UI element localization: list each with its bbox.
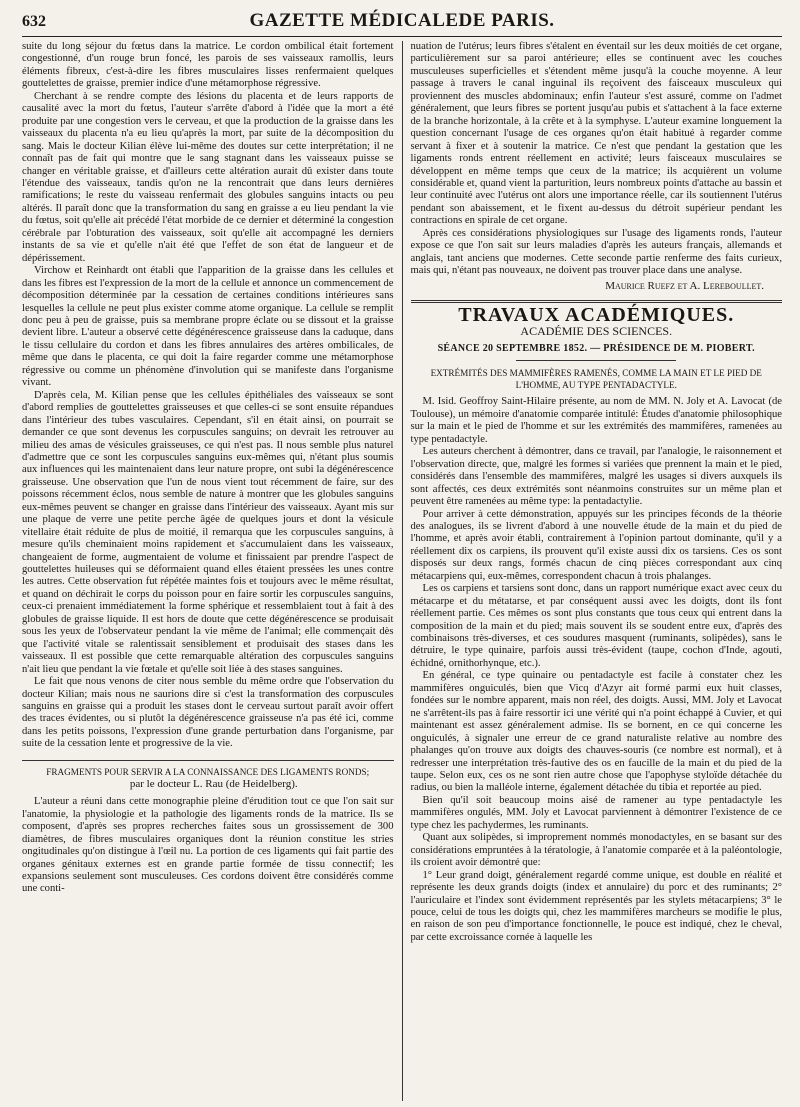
article-title: FRAGMENTS POUR SERVIR A LA CONNAISSANCE DES LIGAMENTS RONDS; <box>46 766 370 777</box>
section-title: TRAVAUX ACADÉMIQUES. <box>458 304 735 327</box>
article-title: EXTRÉMITÉS DES MAMMIFÈRES RAMENÉS, COMME LA MAIN ET LE PIED DE L'HOMME, AU TYPE PENTADACTYLE. <box>430 368 762 391</box>
divider <box>516 360 676 361</box>
paragraph: Quant aux solipèdes, si improprement nommés monodactyles, en se basant sur des considérations empruntées à la tératologie, à l'anatomie comparée et à la paléontologie, ils croient avoir démontré que: <box>410 832 782 869</box>
paragraph: D'après cela, M. Kilian pense que les cellules épithéliales des vaisseaux se sont d'abord remplies de gouttelettes graisseuses et que celles-ci se sont ensuite répandues dans l'intérieur des tubes vasculaires. Cependant, s'il en était ainsi, on pourrait se demander ce que sont devenus les corpuscules sanguins; on devrait les retrouver au milieu des amas de vésicules graisseuses, ce qui n'est pas. Il nous semble plus naturel d'admettre que ce sont les corpuscules sanguins eux-mêmes qui, n'étant plus soumis aux influences qui les maintenaient dans leur nature propre, ont subi la dégénérescence graisseuse. Une observation que l'un de nous vient tout récemment de faire, sur des poissons récemment éclos, nous semble de nature à montrer que les globules sanguins eux-mêmes peuvent se changer en graisse dans l'intérieur des vaisseaux. Ayant mis sur une plaque de verre une petite perche âgée de quelques jours et dont la vésicule vitellaire était réduite de plus de moitié, il remarqua que les corpuscules sanguins, à mesure qu'ils cheminaient moins rapidement et s'accumulaient dans les vaisseaux, changeaient de forme, augmentaient de volume et finissaient par prendre l'aspect de gouttelettes huileuses qui se déformaient quand elles étaient pressées les unes contre les autres. Cette observation fut répétée maintes fois et toujours avec le même résultat, et quand on déchirait le corps du poisson pour en faire sortir les corpuscules sanguins, ceux-ci prenaient immédiatement la forme sphérique et ressemblaient tout à fait à des globules de graisse liquide. Il est hors de doute que cette dégénérescence se produisait sous les yeux de l'observateur pendant la vie même de l'animal; elle commençait dès que l'activité vitale se ralentissait sensiblement et produisait des stases dans les vaisseaux. Il est possible que cette remarquable altération des corpuscules sanguins n'ait lieu que pendant la vie fœtale et qu'elle soit liée à des stases sanguines. <box>22 389 394 675</box>
article-author: par le docteur L. Rau (de Heidelberg). <box>129 777 298 790</box>
seance-line: SÉANCE 20 SEPTEMBRE 1852. — PRÉSIDENCE DE M. PIOBERT. <box>437 342 755 354</box>
divider <box>22 760 394 761</box>
page-number: 632 <box>22 13 46 30</box>
paragraph: 1° Leur grand doigt, généralement regardé comme unique, est double en réalité et représente les deux grands doigts (index et annulaire) du porc et des ruminants; 2° l'auriculaire et l'index sont évidemment représentés par les stylets métacarpiens; 3° le pouce, celui de tous les doigts qui, chez les mammifères marcheurs se modifie le plus, en raison de son peu d'importance fonctionnelle, le pouce est indiqué, chez le cheval, par cette excroissance cornée à laquelle les <box>410 869 782 943</box>
paragraph: Après ces considérations physiologiques sur l'usage des ligaments ronds, l'auteur expose ce que l'on sait sur leurs maladies d'après les auteurs français, allemands et anglais, tant anciens que modernes. Cette seconde partie renferme des faits curieux, mais qui, n'étant pas nouveaux, ne doivent pas trouver place dans une analyse. <box>410 227 782 277</box>
paragraph: Bien qu'il soit beaucoup moins aisé de ramener au type pentadactyle les mammifères ongulés, MM. Joly et Lavocat parviennent à démontrer l'existence de ce type chez les pachydermes, les ruminants. <box>410 794 782 831</box>
paragraph: Les auteurs cherchent à démontrer, dans ce travail, par l'analogie, le raisonnement et l'observation directe, que, malgré les formes si variées que prennent la main et le pied, considérés dans l'ensemble des mammifères, malgré les usages si divers auxquels ils sont affectés, ces deux extrémités sont néanmoins construites sur un même plan et peuvent être ramenées au même type: la pentadactylie. <box>410 446 782 508</box>
columns <box>22 41 782 1101</box>
paragraph: M. Isid. Geoffroy Saint-Hilaire présente, au nom de MM. N. Joly et A. Lavocat (de Toulouse), un mémoire d'anatomie comparée intitulé: Études d'anatomie philosophique sur la main et le pied de l'homme et sur les extrémités des mammifères, ramenées au type pentadactyle. <box>410 396 782 445</box>
left-column <box>22 41 402 1101</box>
paragraph: En général, ce type quinaire ou pentadactyle est facile à constater chez les mammifères onguiculés, bien que Vicq d'Azyr ait formé parmi eux huit classes, fondées sur le nombre apparent, mais non réel, des doigts. Aussi, MM. Joly et Lavocat ne s'arrêtent-ils pas à faire ressortir ici une vérité qui n'a point échappé à Cuvier, et qui maintenant est assez généralement admise. Ils se bornent, en ce qui concerne les onguiculés, à signaler une erreur de ce grand naturaliste relative au nombre des phalanges qu'on trouve aux doigts des chauves-souris (ce nombre est normal), et à redresser une interprétation très-fautive des os en faucille de la main et du pied de la taupe. Selon eux, ces os ne sont rien autre chose que l'apophyse styloïde détachée du radius, ou bien la malléole interne, également détachée du tibia et reportée au pied. <box>410 670 782 794</box>
paragraph: Le fait que nous venons de citer nous semble du même ordre que l'observation du docteur Kilian; mais nous ne saurions dire si c'est la transformation des corpuscules sanguins en graisse qui a produit les stases dont le cerveau surtout paraît avoir offert des traces évidentes, ou si plutôt la dégénérescence graisseuse n'a pas été ici, comme dans les petits poissons, l'expression d'une grande perturbation dans l'organisme, par suite de la cessation lente et progressive de la vie. <box>22 676 394 750</box>
paragraph: L'auteur a réuni dans cette monographie pleine d'érudition tout ce que l'on sait sur l'anatomie, la physiologie et la pathologie des ligaments ronds de la matrice. Ils se composent, d'après ses propres recherches faites sous un grossissement de 300 diamètres, de fibres musculaires organiques dont la réunion constitue les stries ongitudinales qu'on distingue à l'œil nu. La portion de ces ligaments qui fait partie des organes génitaux externes est en grande partie formée de tissu connectif; les expansions seulement sont musculeuses. Ces cordons doivent être considérés comme une conti- <box>22 796 394 895</box>
right-column <box>402 41 783 1101</box>
academy-name: ACADÉMIE DES SCIENCES. <box>520 323 673 338</box>
paragraph: Les os carpiens et tarsiens sont donc, dans un rapport numérique exact avec ceux du métacarpe et du métatarse, et par conséquent aussi avec les doigts, dont ils font réellement partie. Ces mêmes os sont plus constants que tous ceux qui entrent dans la composition de la main et du pied; mais souvent ils se soudent entre eux, d'après des combinaisons très-diverses, et ces soudures masquent (ruminants, solipèdes), sans le détruire, le type quinaire, parfois aussi très-évident (taupe, cochon d'Inde, agouti, échidné, ornithorhynque, etc.). <box>410 583 782 669</box>
paragraph: Cherchant à se rendre compte des lésions du placenta et de leurs rapports de causalité avec la mort du fœtus, l'auteur s'arrête d'abord à l'idée que la mort a été produite par une congestion vers le cerveau, et que la production de la graisse dans les vaisseaux du placenta n'a eu lieu qu'après la mort, par suite de la décomposition du sang. Mais le docteur Kilian élève lui-même des doutes sur cette interprétation; il ne connaît pas de fait qui montre que le sang stagnant dans les vaisseaux puisse se changer en véritable graisse, et d'ailleurs cette altération aurait dû exister dans toute l'étendue des vaisseaux, tandis qu'on ne la rencontrait que dans leurs dernières ramifications; le reste du vaisseau renfermait des globules sanguins intacts ou peu altérés. Il paraît donc que la transformation du sang en graisse a eu lieu pendant la vie du fœtus, soit qu'elle ait précédé l'état morbide de ce dernier et déterminé la congestion cérébrale par l'obturation des vaisseaux, soit qu'elle ait accompagné les derniers instants de sa vie et qu'elle n'ait été que l'effet de son état de langueur et de dépérissement. <box>22 90 394 264</box>
paragraph: suite du long séjour du fœtus dans la matrice. Le cordon ombilical était fortement congestionné, d'un rouge brun foncé, les parois de ses vaisseaux ramollis, leurs éléments fibreux, c'est-à-dire les fibres musculaires lisses renfermaient quelques gouttelettes de graisse, premier indice d'une métamorphose régressive. <box>22 41 394 90</box>
divider <box>411 300 783 303</box>
signature: Maurice Ruefz et A. Lereboullet. <box>605 279 764 292</box>
paragraph: Pour arriver à cette démonstration, appuyés sur les principes féconds de la théorie des analogues, ils se livrent d'abord à une nouvelle étude de la main et du pied de l'homme, et après avoir établi, contrairement à l'opinion partout dominante, qu'il y a réellement dix os carpiens, ils prouvent qu'il existe aussi dix os tarsiens. Ces os sont disposés sur deux rangs, formés chacun de cinq pièces correspondant aux cinq métacarpiens qui, eux-mêmes, correspondent chacun à trois phalanges. <box>410 508 782 582</box>
paragraph: Virchow et Reinhardt ont établi que l'apparition de la graisse dans les cellules et dans les fibres est l'expression de la mort de la cellule et annonce un commencement de décomposition déterminée par la cessation de certaines conditions intérieures sans lesquelles la cellule ne peut plus exister comme atome organique. La cellule se remplit donc peu à peu de graisse, puis sa membrane propre éclate ou se dissout et la graisse devient libre. L'auteur a observé cette dégénérescence graisseuse dans la caduque, dans le tissu cellulaire du cordon et dans les fibres annulaires des artères ombilicales, de même que dans le placenta, ce qui doit la faire regarder comme une métamorphose régressive ou comme un phénomène d'involution qui se manifeste dans l'organisme vivant. <box>22 265 394 389</box>
journal-title: GAZETTE MÉDICALEDE PARIS. <box>249 10 555 31</box>
page-header <box>22 10 782 37</box>
paragraph: nuation de l'utérus; leurs fibres s'étalent en éventail sur les deux moitiés de cet organe, particulièrement sur sa paroi antérieure; elles se continuent avec les couches musculeuses superficielles et s'étendent même jusqu'à la couche moyenne. A leur passage à travers le canal inguinal ils reçoivent des faisceaux musculeux qui proviennent des muscles abdominaux; enfin l'auteur s'est assuré, comme on l'admet généralement, que leurs fibres se portent jusqu'au pubis et s'attachent à la face externe de la branche horizontale, à la crête et à la symphyse. L'auteur examine longuement la question concernant l'usage de ces organes qu'on était habitué à regarder comme servant à fixer et à soutenir la matrice. Ce n'est que pendant la gestation que les ligaments ronds entrent réellement en activité; leurs faisceaux musculaires se développent en même temps que ceux de la matrice; ils acquièrent un volume considérable et, quand vient la parturition, leurs nombreux points d'attache au bassin et leur continuité avec l'utérus ont alors une importance réelle, car ils soutiennent l'utérus pendant son abaissement, et le fixent au-dessus du détroit supérieur pendant les contractions en spirale de cet organe. <box>410 41 782 227</box>
